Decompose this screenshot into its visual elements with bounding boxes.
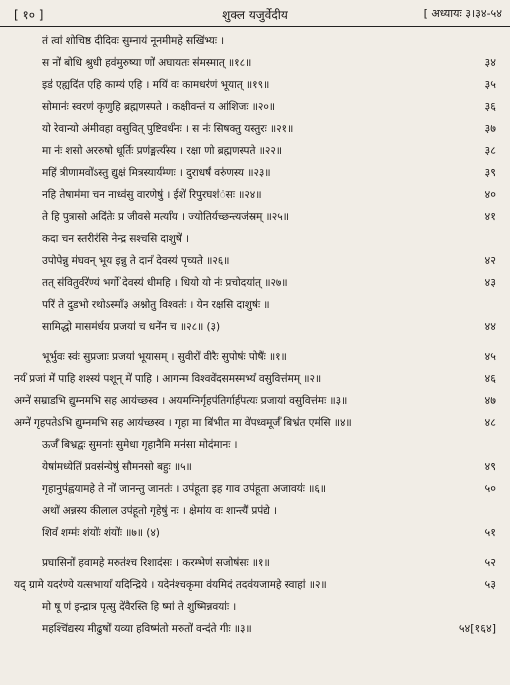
verse-line [0, 574, 510, 596]
verse-text: महि॑ त्रीणामवो॑ऽस्तु द्युक्षं मित्रस्यार्य॑म्णः । दुराधर्षं वरु॑णस्य ॥२३॥ [42, 167, 271, 179]
verse-text: नर्य॑ प्रजां मे॑ पाहि शश्स्य॑ पशून् मे॑ पाहि । आगन्म विश्ववे॑दसमस्मभ्यं॑ वसुवित्त॑मम् ॥२॥ [14, 373, 322, 385]
verse-number: ४१ [484, 210, 496, 223]
verse-line [0, 596, 510, 618]
verse-line [0, 346, 510, 368]
verse-line [0, 118, 510, 140]
page-title: शुक्ल यजुर्वेदीय [222, 8, 288, 22]
verse-text: कदा चन स्तरीर॑सि नेन्द्र सश्चसि दाशुषे॑ । [42, 233, 189, 245]
verse-text: अग्ने॑ सम्राडभि द्युम्नमभि सह आय॑च्छस्व । अयमग्निर्गृहप॑तिर्गार्ह॑पत्यः प्रजाया॑ वसुवित्त॑मः ॥३॥ [14, 395, 348, 407]
verse-line [0, 316, 510, 338]
page-number: [ १० ] [14, 8, 44, 22]
verse-text: अग्ने॑ गृहपतेऽभि द्युम्नमभि सह आय॑च्छस्व । गृहा मा बि॑भीत मा वे॑पध्वमूर्जं॑ बिभ्र॑त एम॑सि ॥४॥ [14, 417, 352, 429]
verse-line [0, 74, 510, 96]
verse-text: अथो॑ अन्नस्य कीलाल उप॑हूतो गृहेषु॑ नः । क्षेमा॑य वः शान्त्यै॑ प्रप॑द्ये । [42, 505, 277, 517]
verse-text: तं त्वा॑ शोचिष्ठ दीदिवः सुम्नाय॑ नूनमीमहे सखि॑भ्यः । [42, 35, 225, 47]
verse-text: परि॑ ते दुडभो रथोऽस्माँ३ अश्नोतु विश्वतः॑ । येन रक्षसि दाशुषः॑ ॥ [42, 299, 270, 311]
verse-number: ५१ [484, 526, 496, 539]
verse-number: ४६ [484, 372, 496, 385]
verse-text: मा नः॑ शसो अररुषो धूर्तिः प्रण॑ङ्मर्त्य॑स्य । रक्षा णो ब्रह्मणस्पते ॥२२॥ [42, 145, 282, 157]
verse-line [0, 272, 510, 294]
verse-number: ४८ [484, 416, 496, 429]
verse-number: ३८ [484, 144, 496, 157]
verse-line [0, 522, 510, 544]
verse-text: उपोपेन्नु म॑घवन् भूय इन्नु ते दानं॑ देवस्य॑ पृच्यते ॥२६॥ [42, 255, 230, 267]
verse-line [0, 206, 510, 228]
verse-number: ५४[१६४] [458, 622, 496, 635]
verse-line [0, 500, 510, 522]
verse-text: नहि तेषाम॑मा चन नाध्व॑सु वारणेषु॑ । ईशे॑ रिपुरघश॑ंसः ॥२४॥ [42, 189, 262, 201]
verse-number: ४५ [484, 350, 496, 363]
verse-line [0, 456, 510, 478]
verse-number: ३९ [484, 166, 496, 179]
verse-text: यद् ग्रामे यदर॑ण्ये यत्सभायां॑ यदिन्द्रिये । यदेन॑श्चकृमा व॑यमिदं तदव॑यजामहे स्वाहा॑ ॥२॥ [14, 579, 327, 591]
verse-text: मो षू ण॑ इन्द्रात्र पृत्सु दे॑वैरस्ति हि ष्मा॑ ते शुष्मिन्नवयाः॑ । [42, 601, 237, 613]
verse-number: ४७ [484, 394, 496, 407]
page-header [0, 0, 510, 27]
verse-line [0, 412, 510, 434]
verse-line [0, 552, 510, 574]
verse-number: ३५ [484, 78, 496, 91]
verse-number: ३७ [484, 122, 496, 135]
verse-number: ४२ [484, 254, 496, 267]
verse-line [0, 390, 510, 412]
verse-text: स नो॑ बोधि श्रुधी हव॑मुरुष्या णो॑ अघायतः स॑मस्मात् ॥१८॥ [42, 57, 252, 69]
verse-number: ५३ [484, 578, 496, 591]
verse-number: ४३ [484, 276, 496, 289]
verse-text: तत् स॑वितुर्वरे॑ण्यं भर्गो॑ देवस्य॑ धीमहि । धियो यो नः॑ प्रचोदया॑त् ॥२७॥ [42, 277, 288, 289]
verse-number: ३६ [484, 100, 496, 113]
verse-text: इड॑ एह्यदि॑त एहि काम्य॑ एहि । मयि॑ वः कामधर॑णं भूयात् ॥१९॥ [42, 79, 270, 91]
chapter-reference: [ अध्यायः ३।३४-५४ [423, 7, 502, 20]
verse-text: ऊर्जं॑ बिभ्रद्वः सुमनाः॑ सुमेधा गृहानैमि मन॑सा मोद॑मानः । [42, 439, 238, 451]
verse-line [0, 96, 510, 118]
verse-line [0, 250, 510, 272]
verse-text: गृहानुप॑ह्वयामहे ते नो॑ जानन्तु जानतः॑ । उप॑हूता इह गाव उप॑हूता अजावयः॑ ॥६॥ [42, 483, 327, 495]
verse-line [0, 162, 510, 184]
verse-line [0, 52, 510, 74]
verse-number: ५२ [484, 556, 496, 569]
verse-text: ते हि पुत्रासो अदि॑तेः प्र जीवसे मर्त्या॑य । ज्योतिर्यच्छन्त्यज॑स्रम् ॥२५॥ [42, 211, 289, 223]
verse-text: शिवं॑ शग्मः॑ शंयोः॑ शंयोः॑ ॥७॥ (४) [42, 527, 160, 539]
verse-text: यो रेवान्यो अ॑मीवहा वसुवित् पुष्टिवर्ध॑नः । स नः॑ सिषक्तु यस्तुरः ॥२१॥ [42, 123, 294, 135]
verse-number: ३४ [484, 56, 496, 69]
verse-line [0, 30, 510, 52]
verse-number: ४० [484, 188, 496, 201]
verse-line [0, 434, 510, 456]
verse-text: सोमानः॑ स्वरण॑ कृणुहि ब्रह्मणस्पते । कक्षीवन्तं य आ॑शिजः ॥२०॥ [42, 101, 275, 113]
verse-line [0, 294, 510, 316]
verse-text: येषा॑मध्येति॑ प्रवस॑न्येषु॑ सौमनसो बहुः ॥५॥ [42, 461, 192, 473]
verse-text: भूर्भुवः स्वः॑ सुप्रजाः प्रजया॑ भूयासम् । सुवीरो॑ वीरैः सुपोषः॑ पोषैः॑ ॥१॥ [42, 351, 287, 363]
verse-line [0, 228, 510, 250]
verse-line [0, 368, 510, 390]
verse-text: महश्चि॑द्यस्य मीढुषो॑ यव्या हविष्म॑तो मरुतो॑ वन्द॑ते गीः ॥३॥ [42, 623, 252, 635]
verse-line [0, 140, 510, 162]
verse-line [0, 618, 510, 640]
verse-number: ४९ [484, 460, 496, 473]
verse-number: ४४ [484, 320, 496, 333]
verse-text: सामिद्धो मासम॑र्धय प्रजया॑ च धने॑न च ॥२८॥ (३) [42, 321, 220, 333]
verse-line [0, 184, 510, 206]
verse-number: ५० [484, 482, 496, 495]
verse-line [0, 478, 510, 500]
verse-text: प्रघासिनो॑ हवामहे मरुत॑श्च रिशाद॑सः । करम्भेण॑ सजोष॑सः ॥१॥ [42, 557, 270, 569]
